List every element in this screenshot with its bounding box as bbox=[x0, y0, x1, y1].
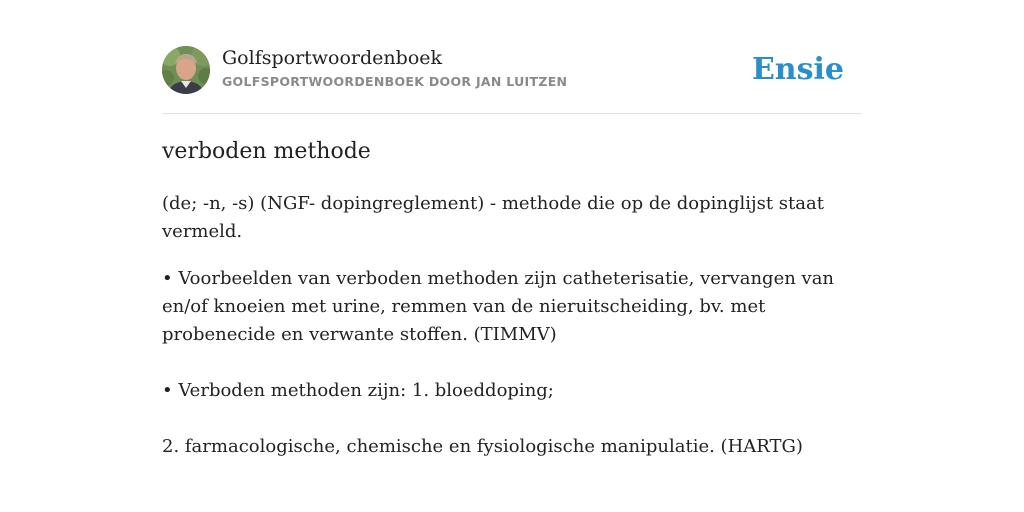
entry-term: verboden methode bbox=[162, 139, 371, 164]
header bbox=[162, 46, 862, 96]
entry-list-item: • Verboden methoden zijn: 1. bloeddoping; bbox=[162, 380, 554, 401]
header-divider bbox=[162, 113, 862, 114]
author-photo-icon bbox=[162, 46, 210, 94]
brand-logo[interactable]: Ensie bbox=[751, 52, 844, 87]
site-subtitle[interactable]: GOLFSPORTWOORDENBOEK DOOR JAN LUITZEN bbox=[222, 74, 568, 89]
entry-list-item: 2. farmacologische, chemische en fysiologische manipulatie. (HARTG) bbox=[162, 436, 803, 457]
entry-definition: (de; -n, -s) (NGF- dopingreglement) - methode die op de dopinglijst staat vermeld. bbox=[162, 193, 824, 242]
avatar[interactable] bbox=[162, 46, 210, 94]
entry-content bbox=[162, 136, 862, 461]
site-title[interactable]: Golfsportwoordenboek bbox=[222, 47, 443, 69]
entry-example: • Voorbeelden van verboden methoden zijn catheterisatie, vervangen van en/of knoeien met urine, remmen van de nieruitscheiding, bv. met probenecide en verwante stoffen. (TIMMV) bbox=[162, 268, 835, 345]
